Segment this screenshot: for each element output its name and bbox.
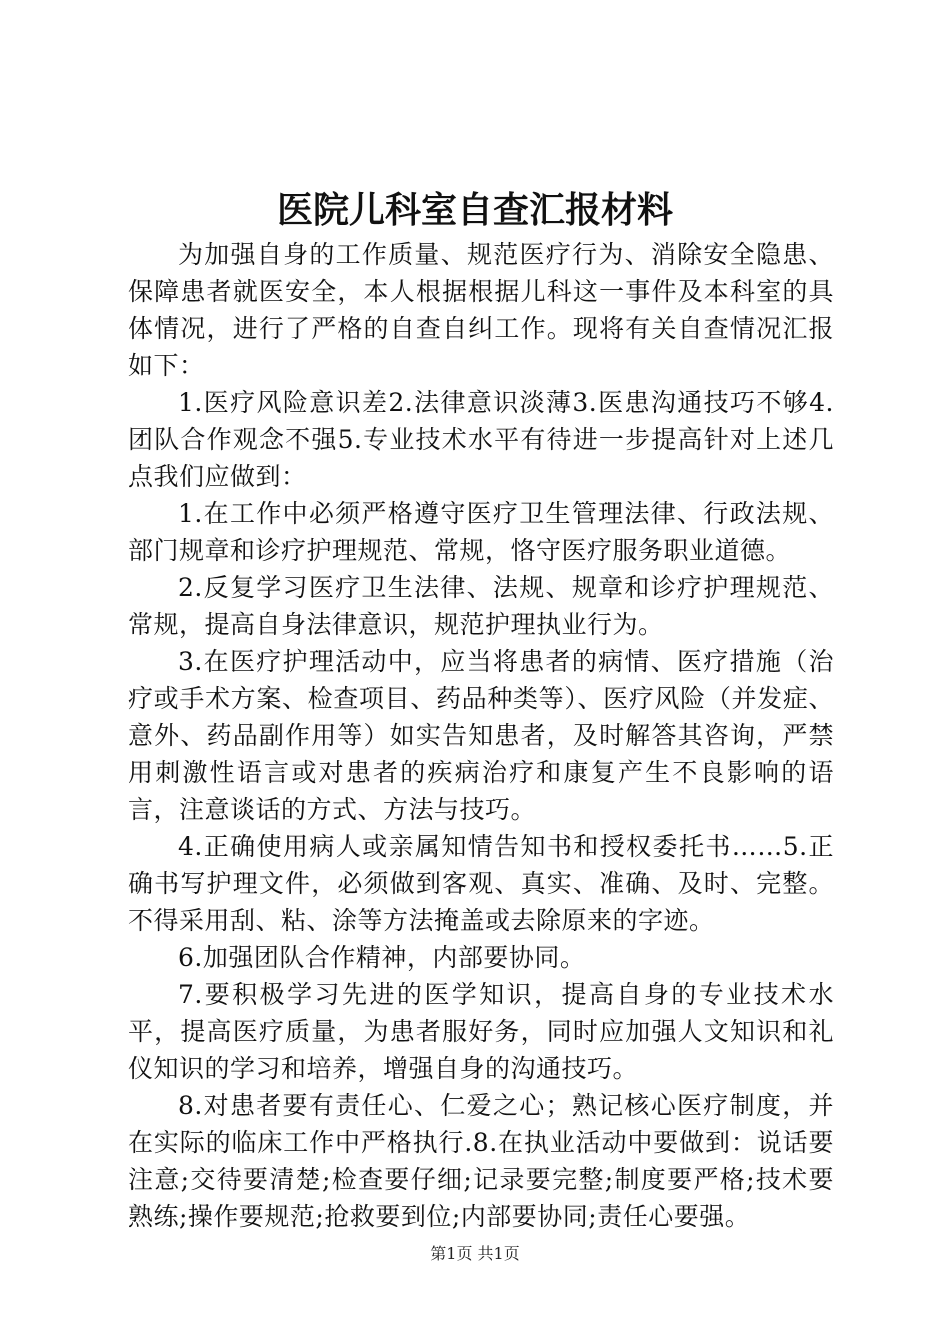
paragraph-item-7: 7.要积极学习先进的医学知识，提高自身的专业技术水平，提高医疗质量，为患者服好务，同时应加强人文知识和礼仪知识的学习和培养，增强自身的沟通技巧。 <box>128 980 834 1083</box>
document-body <box>128 236 834 1235</box>
paragraph-item-6: 6.加强团队合作精神，内部要协同。 <box>178 943 586 972</box>
paragraph-item-2: 2.反复学习医疗卫生法律、法规、规章和诊疗护理规范、常规，提高自身法律意识，规范护理执业行为。 <box>128 573 834 639</box>
paragraph-intro: 为加强自身的工作质量、规范医疗行为、消除安全隐患、保障患者就医安全，本人根据根据儿科这一事件及本科室的具体情况，进行了严格的自查自纠工作。现将有关自查情况汇报如下： <box>128 240 834 380</box>
page-number-footer: 第1页 共1页 <box>430 1244 520 1263</box>
paragraph-problems: 1.医疗风险意识差2.法律意识淡薄3.医患沟通技巧不够4.团队合作观念不强5.专业技术水平有待进一步提高针对上述几点我们应做到： <box>128 388 834 491</box>
paragraph-item-8: 8.对患者要有责任心、仁爱之心；熟记核心医疗制度，并在实际的临床工作中严格执行.8.在执业活动中要做到：说话要注意;交待要清楚;检查要仔细;记录要完整;制度要严格;技术要熟练;操作要规范;抢救要到位;内部要协同;责任心要强。 <box>128 1091 834 1231</box>
paragraph-item-3: 3.在医疗护理活动中，应当将患者的病情、医疗措施（治疗或手术方案、检查项目、药品种类等）、医疗风险（并发症、意外、药品副作用等）如实告知患者，及时解答其咨询，严禁用刺激性语言或对患者的疾病治疗和康复产生不良影响的语言，注意谈话的方式、方法与技巧。 <box>128 647 834 824</box>
paragraph-item-4-5: 4.正确使用病人或亲属知情告知书和授权委托书……5.正确书写护理文件，必须做到客观、真实、准确、及时、完整。不得采用刮、粘、涂等方法掩盖或去除原来的字迹。 <box>128 832 834 935</box>
document-title: 医院儿科室自查汇报材料 <box>276 189 673 231</box>
paragraph-item-1: 1.在工作中必须严格遵守医疗卫生管理法律、行政法规、部门规章和诊疗护理规范、常规，恪守医疗服务职业道德。 <box>128 499 834 565</box>
